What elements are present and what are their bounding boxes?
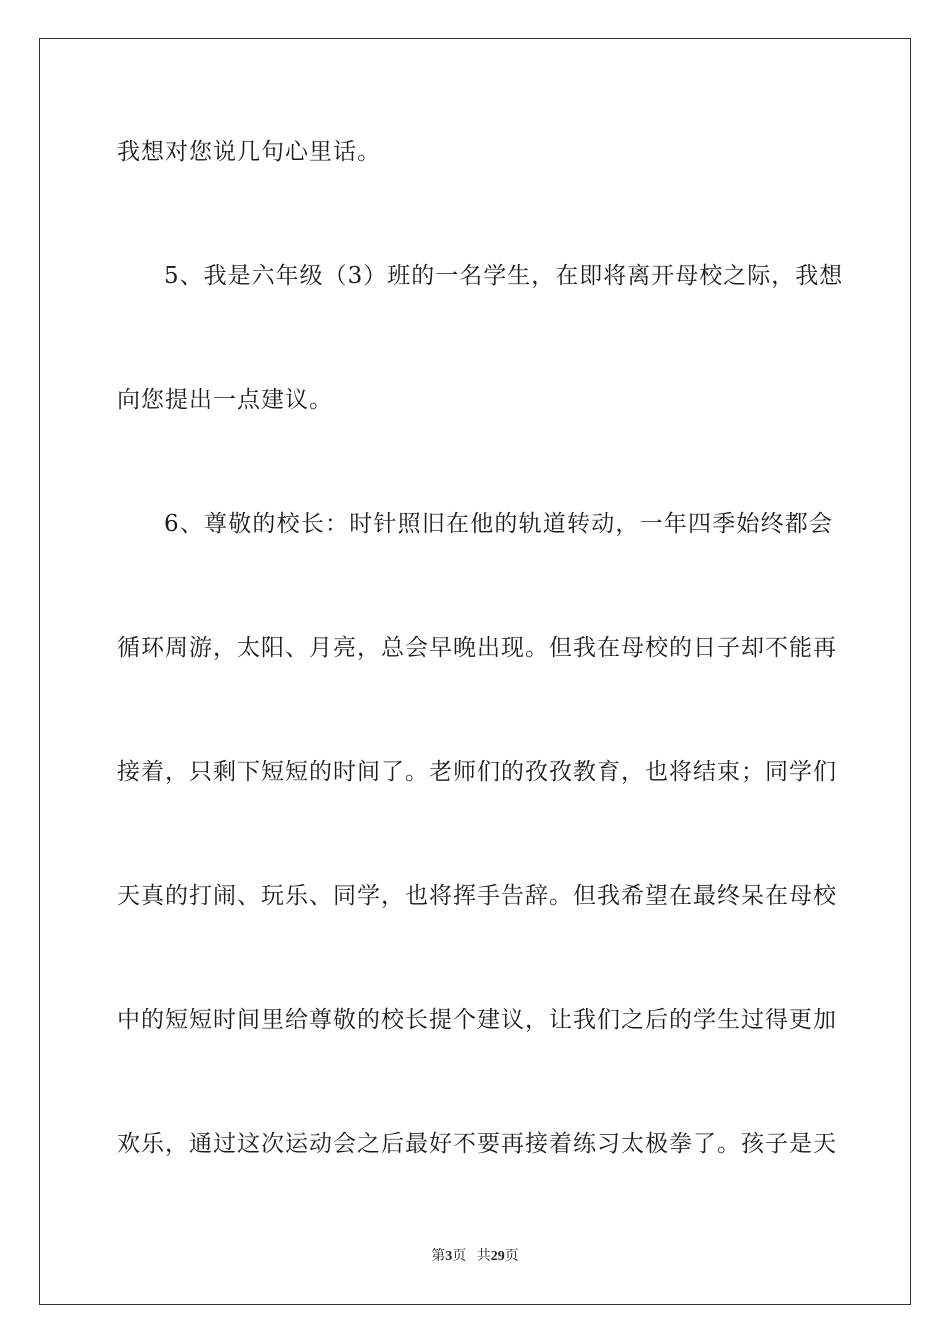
page-footer	[0, 1248, 950, 1266]
text-line-5: 循环周游，太阳、月亮，总会早晚出现。但我在母校的日子却不能再	[117, 635, 837, 661]
footer-page-suffix: 页	[452, 1249, 467, 1264]
text-line-4: 6、尊敬的校长：时针照旧在他的轨道转动，一年四季始终都会	[164, 511, 833, 537]
page-border	[39, 38, 911, 1305]
text-line-3: 向您提出一点建议。	[117, 387, 333, 413]
footer-page-number: 3	[445, 1249, 453, 1264]
text-line-2: 5、我是六年级（3）班的一名学生，在即将离开母校之际，我想	[164, 263, 844, 289]
footer-total-pages: 29	[490, 1249, 505, 1264]
text-line-6: 接着，只剩下短短的时间了。老师们的孜孜教育，也将结束；同学们	[117, 759, 837, 785]
footer-total-prefix: 共	[476, 1249, 491, 1264]
footer-page-prefix: 第	[431, 1249, 446, 1264]
text-line-8: 中的短短时间里给尊敬的校长提个建议，让我们之后的学生过得更加	[117, 1007, 837, 1033]
text-line-7: 天真的打闹、玩乐、同学，也将挥手告辞。但我希望在最终呆在母校	[117, 883, 837, 909]
text-line-1: 我想对您说几句心里话。	[117, 139, 381, 165]
footer-total-suffix: 页	[504, 1249, 519, 1264]
text-line-9: 欢乐，通过这次运动会之后最好不要再接着练习太极拳了。孩子是天	[117, 1131, 837, 1157]
